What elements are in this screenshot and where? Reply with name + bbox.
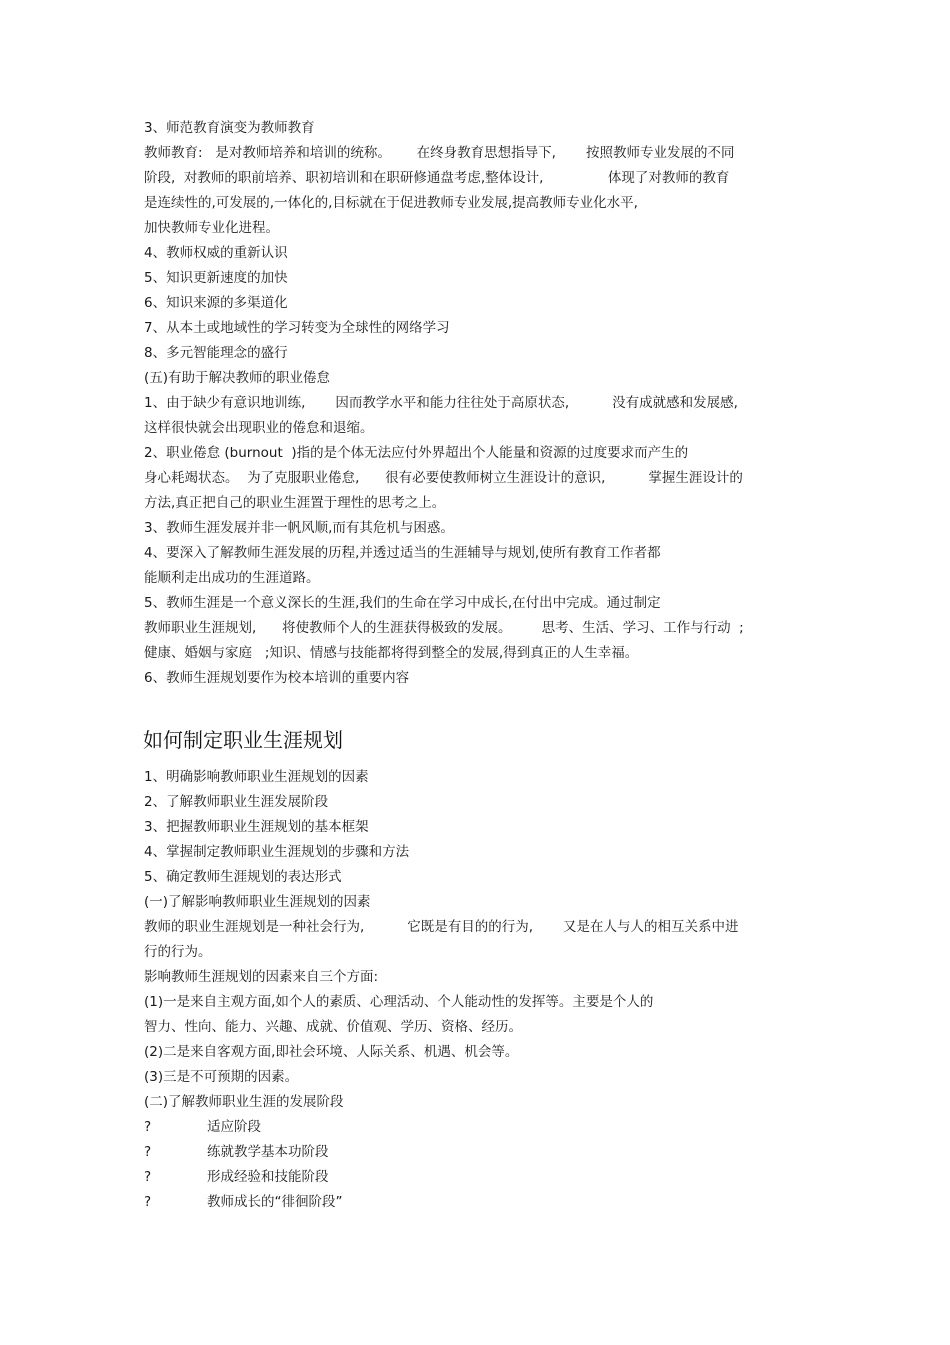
text-line: 行的行为。 xyxy=(144,944,212,960)
text-line: 6、教师生涯规划要作为校本培训的重要内容 xyxy=(144,670,410,686)
bullet-marker: ? xyxy=(144,1194,152,1210)
text-line: 8、多元智能理念的盛行 xyxy=(144,345,288,361)
bullet-marker: ? xyxy=(144,1169,152,1185)
text-line: (五)有助于解决教师的职业倦怠 xyxy=(144,370,331,386)
text-line: 身心耗竭状态。 为了克服职业倦怠, 很有必要使教师树立生涯设计的意识, 掌握生涯设计的 xyxy=(144,470,743,486)
text-line: 3、把握教师职业生涯规划的基本框架 xyxy=(144,819,369,835)
text-line: 2、职业倦怠 (burnout )指的是个体无法应付外界超出个人能量和资源的过度要求而产生的 xyxy=(144,445,689,461)
text-line: 4、掌握制定教师职业生涯规划的步骤和方法 xyxy=(144,844,410,860)
text-line: 3、教师生涯发展并非一帆风顺,而有其危机与困惑。 xyxy=(144,520,454,536)
text-line: 这样很快就会出现职业的倦怠和退缩。 xyxy=(144,420,374,436)
bullet-marker: ? xyxy=(144,1119,152,1135)
text-line: 教师的职业生涯规划是一种社会行为, 它既是有目的的行为, 又是在人与人的相互关系中进 xyxy=(144,919,739,935)
text-line: 教师职业生涯规划, 将使教师个人的生涯获得极致的发展。 思考、生活、学习、工作与行动 ; xyxy=(144,620,744,636)
text-line: 3、师范教育演变为教师教育 xyxy=(144,120,315,136)
text-line: 能顺利走出成功的生涯道路。 xyxy=(144,570,320,586)
bullet-item: 适应阶段 xyxy=(207,1119,261,1135)
text-line: 方法,真正把自己的职业生涯置于理性的思考之上。 xyxy=(144,495,446,511)
bullet-item: 形成经验和技能阶段 xyxy=(207,1169,329,1185)
text-line: 教师教育: 是对教师培养和培训的统称。 在终身教育思想指导下, 按照教师专业发展的不同 xyxy=(144,145,735,161)
text-line: 智力、性向、能力、兴趣、成就、价值观、学历、资格、经历。 xyxy=(144,1019,522,1035)
bullet-item: 教师成长的“徘徊阶段” xyxy=(207,1194,343,1210)
bullet-item: 练就教学基本功阶段 xyxy=(207,1144,329,1160)
bullet-marker: ? xyxy=(144,1144,152,1160)
text-line: (2)二是来自客观方面,即社会环境、人际关系、机遇、机会等。 xyxy=(144,1044,519,1060)
text-line: (3)三是不可预期的因素。 xyxy=(144,1069,299,1085)
text-line: (一)了解影响教师职业生涯规划的因素 xyxy=(144,894,371,910)
text-line: 4、教师权威的重新认识 xyxy=(144,245,288,261)
text-line: 5、教师生涯是一个意义深长的生涯,我们的生命在学习中成长,在付出中完成。通过制定 xyxy=(144,595,661,611)
text-line: 阶段, 对教师的职前培养、职初培训和在职研修通盘考虑,整体设计, 体现了对教师的教育 xyxy=(144,170,730,186)
text-line: 影响教师生涯规划的因素来自三个方面: xyxy=(144,969,379,985)
text-line: 1、明确影响教师职业生涯规划的因素 xyxy=(144,769,369,785)
text-line: 1、由于缺少有意识地训练, 因而教学水平和能力往往处于高原状态, 没有成就感和发展感, xyxy=(144,395,738,411)
text-line: (1)一是来自主观方面,如个人的素质、心理活动、个人能动性的发挥等。主要是个人的 xyxy=(144,994,654,1010)
text-line: 6、知识来源的多渠道化 xyxy=(144,295,288,311)
text-line: 5、知识更新速度的加快 xyxy=(144,270,288,286)
text-line: (二)了解教师职业生涯的发展阶段 xyxy=(144,1094,344,1110)
text-line: 加快教师专业化进程。 xyxy=(144,220,279,236)
text-line: 4、要深入了解教师生涯发展的历程,并透过适当的生涯辅导与规划,使所有教育工作者都 xyxy=(144,545,661,561)
text-line: 2、了解教师职业生涯发展阶段 xyxy=(144,794,329,810)
text-line: 5、确定教师生涯规划的表达形式 xyxy=(144,869,342,885)
text-line: 是连续性的,可发展的,一体化的,目标就在于促进教师专业发展,提高教师专业化水平, xyxy=(144,195,638,211)
section-heading: 如何制定职业生涯规划 xyxy=(143,728,343,752)
text-line: 7、从本土或地域性的学习转变为全球性的网络学习 xyxy=(144,320,450,336)
text-line: 健康、婚姻与家庭 ;知识、情感与技能都将得到整全的发展,得到真正的人生幸福。 xyxy=(144,645,639,661)
